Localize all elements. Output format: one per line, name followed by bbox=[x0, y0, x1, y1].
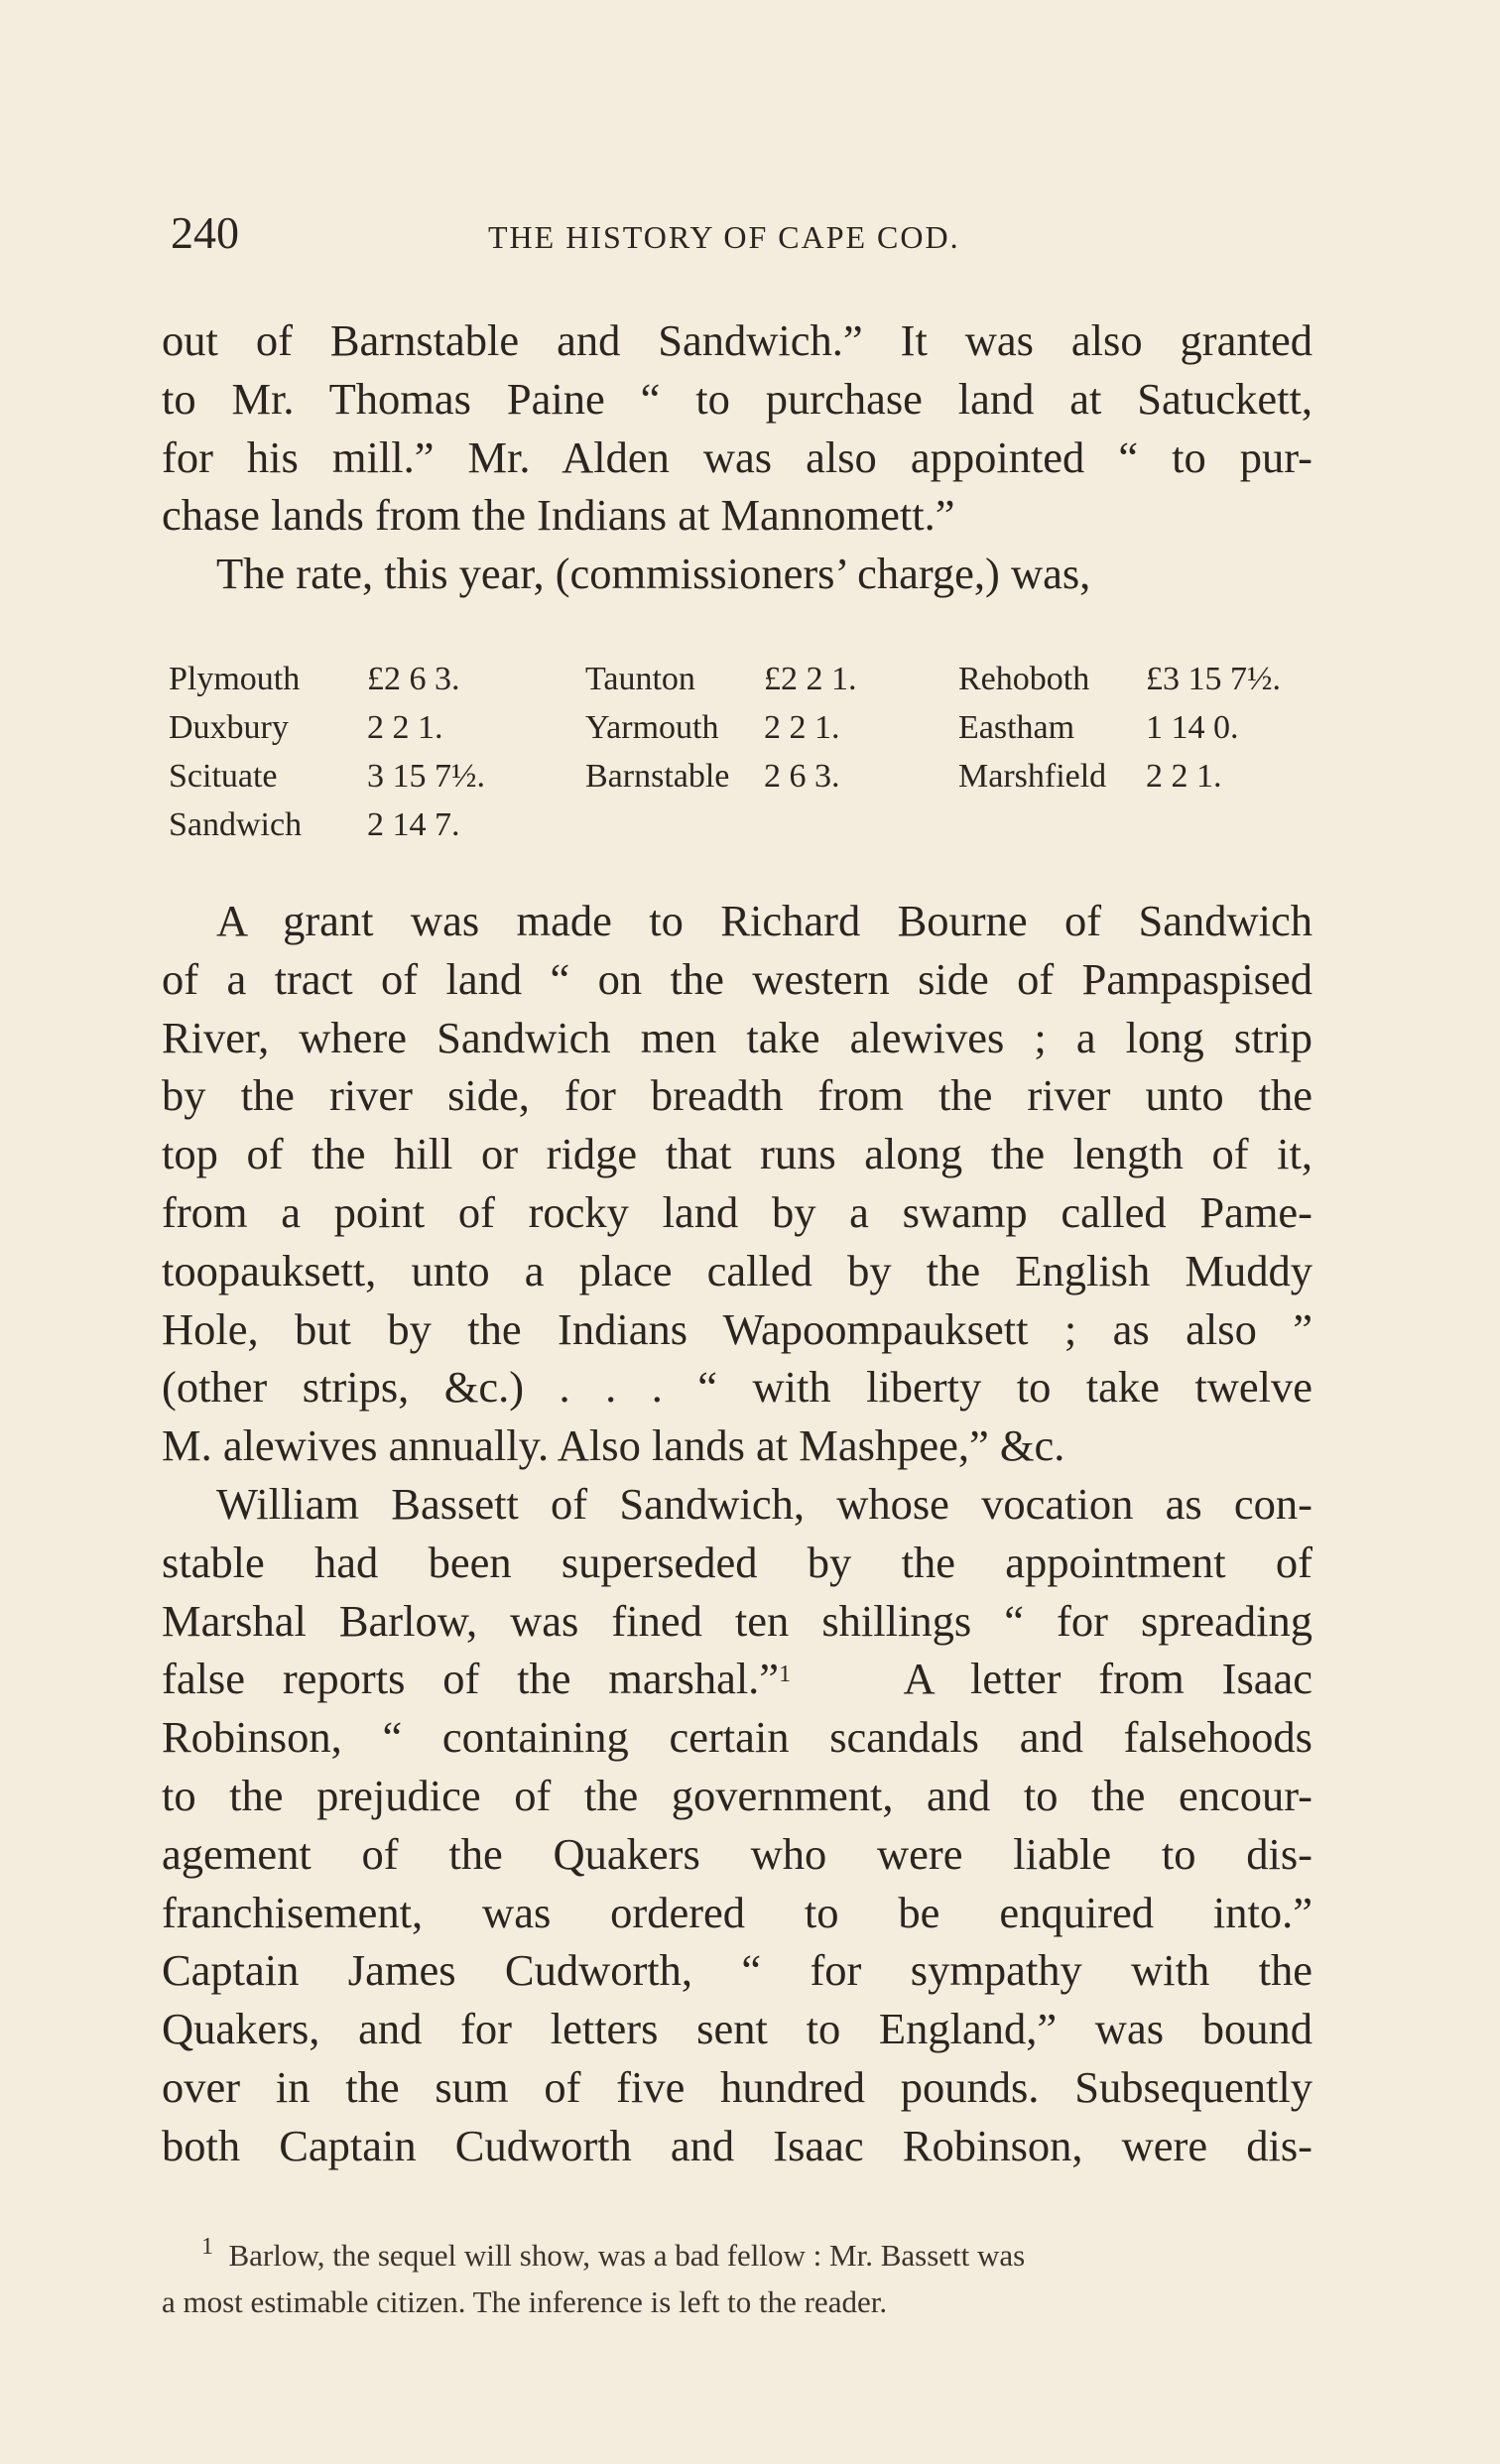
footnote-line: a most estimable citizen. The inference is left to the reader. bbox=[162, 2284, 888, 2319]
town-name: Duxbury bbox=[169, 709, 289, 746]
paragraph-3 bbox=[162, 892, 1312, 1475]
text-line: of a tract of land “ on the western side of Pampaspised bbox=[162, 953, 1312, 1004]
text-line: top of the hill or ridge that runs along the length of it, bbox=[162, 1129, 1312, 1179]
town-name: Taunton bbox=[585, 661, 695, 697]
text-fragment: false reports of the marshal.” bbox=[162, 1654, 780, 1704]
text-line: The rate, this year, (commissioners’ charge,) was, bbox=[216, 549, 1091, 598]
town-name: Scituate bbox=[169, 758, 278, 795]
rate-amount: £2 2 1. bbox=[764, 661, 857, 697]
footnote-number: 1 bbox=[201, 2234, 213, 2260]
town-name: Eastham bbox=[958, 709, 1075, 746]
town-name: Plymouth bbox=[169, 661, 301, 697]
page-number: 240 bbox=[171, 207, 239, 258]
text-line: to the prejudice of the government, and to the encour- bbox=[162, 1770, 1312, 1820]
rate-amount: 2 2 1. bbox=[1146, 758, 1222, 795]
rate-table bbox=[169, 655, 1339, 849]
text-line: Robinson, “ containing certain scandals and falsehoods bbox=[162, 1712, 1312, 1763]
text-line: out of Barnstable and Sandwich.” It was also granted bbox=[162, 315, 1312, 365]
rate-amount: 2 14 7. bbox=[367, 806, 460, 843]
text-line: Marshal Barlow, was fined ten shillings “ for spreading bbox=[162, 1595, 1312, 1646]
text-line: William Bassett of Sandwich, whose vocation as con- bbox=[216, 1479, 1312, 1529]
text-line: both Captain Cudworth and Isaac Robinson, were dis- bbox=[162, 2120, 1312, 2170]
text-line: for his mill.” Mr. Alden was also appointed “ to pur- bbox=[162, 431, 1312, 482]
rate-amount: £2 6 3. bbox=[367, 661, 460, 697]
text-line: franchisement, was ordered to be enquired into.” bbox=[162, 1887, 1312, 1937]
text-line: over in the sum of five hundred pounds. Subsequently bbox=[162, 2061, 1312, 2112]
rate-amount: 2 2 1. bbox=[764, 709, 840, 746]
footnote bbox=[162, 2232, 1312, 2325]
rate-amount: 1 14 0. bbox=[1146, 709, 1239, 746]
table-row bbox=[169, 801, 1339, 849]
text-fragment: Barlow, the sequel will show, was a bad fellow : Mr. Bassett was bbox=[228, 2238, 1026, 2273]
text-line: by the river side, for breadth from the river unto the bbox=[162, 1070, 1312, 1121]
footnote-reference: 1 bbox=[779, 1662, 792, 1688]
paragraph-1 bbox=[162, 311, 1312, 545]
rate-amount: 2 2 1. bbox=[367, 709, 443, 746]
text-fragment: A letter from Isaac bbox=[903, 1654, 1313, 1704]
text-line: A grant was made to Richard Bourne of Sandwich bbox=[216, 896, 1312, 945]
text-line: agement of the Quakers who were liable to dis- bbox=[162, 1828, 1312, 1879]
text-line: Captain James Cudworth, “ for sympathy with the bbox=[162, 1945, 1312, 1996]
text-line-with-footnote bbox=[162, 1650, 1312, 1708]
text-line: chase lands from the Indians at Mannomett.” bbox=[162, 490, 955, 541]
town-name: Marshfield bbox=[958, 758, 1107, 795]
rate-amount: £3 15 7½. bbox=[1146, 661, 1281, 697]
footnote-line bbox=[162, 2232, 1312, 2279]
text-line: (other strips, &c.) . . . “ with liberty to take twelve bbox=[162, 1362, 1312, 1413]
text-line: Hole, but by the Indians Wapoompauksett ; as also ” bbox=[162, 1303, 1312, 1354]
table-row bbox=[169, 703, 1339, 752]
running-title: THE HISTORY OF CAPE COD. bbox=[488, 219, 960, 255]
text-line: Quakers, and for letters sent to England,” was bound bbox=[162, 2004, 1312, 2054]
rate-amount: 2 6 3. bbox=[764, 758, 840, 795]
town-name: Yarmouth bbox=[585, 709, 719, 746]
paragraph-4 bbox=[162, 1475, 1312, 2175]
running-head bbox=[171, 203, 1321, 263]
paragraph-2 bbox=[162, 545, 1312, 603]
text-line: stable had been superseded by the appointment of bbox=[162, 1537, 1312, 1587]
table-row bbox=[169, 655, 1339, 703]
rate-amount: 3 15 7½. bbox=[367, 758, 485, 795]
text-line: from a point of rocky land by a swamp called Pame- bbox=[162, 1186, 1312, 1237]
town-name: Barnstable bbox=[585, 758, 730, 795]
text-line: M. alewives annually. Also lands at Mashpee,” &c. bbox=[162, 1420, 1065, 1471]
text-line: River, where Sandwich men take alewives ; a long strip bbox=[162, 1012, 1312, 1062]
text-line: toopauksett, unto a place called by the English Muddy bbox=[162, 1245, 1312, 1295]
text-line: to Mr. Thomas Paine “ to purchase land at Satuckett, bbox=[162, 373, 1312, 424]
town-name: Sandwich bbox=[169, 806, 303, 843]
table-row bbox=[169, 752, 1339, 801]
town-name: Rehoboth bbox=[958, 661, 1090, 697]
